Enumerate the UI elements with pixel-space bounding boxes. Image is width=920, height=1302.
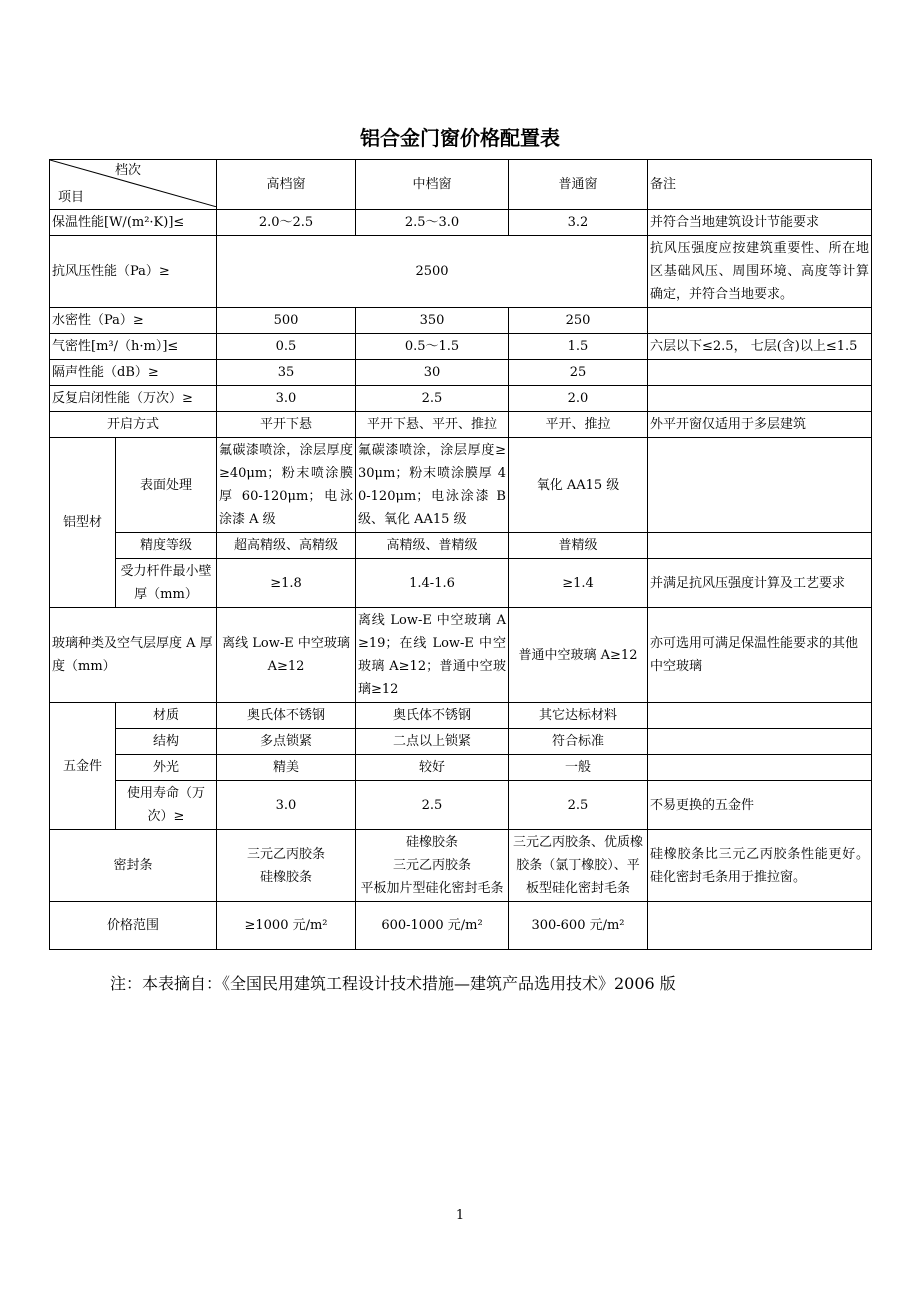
header-normal: 普通窗 — [509, 160, 648, 210]
row-label: 外光 — [116, 755, 217, 781]
cell-remark — [648, 533, 872, 559]
cell-remark: 外平开窗仅适用于多层建筑 — [648, 412, 872, 438]
cell-remark: 并满足抗风压强度计算及工艺要求 — [648, 559, 872, 608]
cell-remark — [648, 902, 872, 950]
cell-mid: 离线 Low-E 中空玻璃 A≥19；在线 Low-E 中空玻璃 A≥12；普通中空玻璃≥12 — [356, 608, 509, 703]
cell-mid: 高精级、普精级 — [356, 533, 509, 559]
table-row — [50, 210, 872, 236]
row-label: 开启方式 — [50, 412, 217, 438]
row-label: 反复启闭性能（万次）≥ — [50, 386, 217, 412]
table-row — [50, 729, 872, 755]
cell-high: 精美 — [217, 755, 356, 781]
cell-mid: 0.5～1.5 — [356, 334, 509, 360]
table-row — [50, 236, 872, 308]
cell-normal: 三元乙丙胶条、优质橡胶条（氯丁橡胶）、平板型硅化密封毛条 — [509, 830, 648, 902]
cell-remark — [648, 703, 872, 729]
cell-mid: 较好 — [356, 755, 509, 781]
cell-mid: 二点以上锁紧 — [356, 729, 509, 755]
cell-mid: 氟碳漆喷涂，涂层厚度≥30μm；粉末喷涂膜厚 40-120μm；电泳涂漆 B 级、氧化 AA15 级 — [356, 438, 509, 533]
cell-normal: 2.5 — [509, 781, 648, 830]
header-high: 高档窗 — [217, 160, 356, 210]
cell-high: 奥氏体不锈钢 — [217, 703, 356, 729]
cell-mid — [356, 830, 509, 902]
cell-high: 离线 Low-E 中空玻璃 A≥12 — [217, 608, 356, 703]
cell-high: 3.0 — [217, 781, 356, 830]
cell-mid: 600-1000 元/m² — [356, 902, 509, 950]
cell-remark — [648, 360, 872, 386]
row-label: 气密性[m³/（h·m）]≤ — [50, 334, 217, 360]
table-row — [50, 902, 872, 950]
cell-mid: 2.5 — [356, 386, 509, 412]
row-label: 结构 — [116, 729, 217, 755]
cell-high: 500 — [217, 308, 356, 334]
table-row — [50, 781, 872, 830]
row-label: 隔声性能（dB）≥ — [50, 360, 217, 386]
cell-mid: 1.4-1.6 — [356, 559, 509, 608]
cell-normal: 其它达标材料 — [509, 703, 648, 729]
cell-normal: 平开、推拉 — [509, 412, 648, 438]
table-row — [50, 830, 872, 902]
cell-remark: 六层以下≤2.5， 七层(含)以上≤1.5 — [648, 334, 872, 360]
cell-normal: 一般 — [509, 755, 648, 781]
cell-remark: 亦可选用可满足保温性能要求的其他中空玻璃 — [648, 608, 872, 703]
page-title: 铝合金门窗价格配置表 — [360, 126, 560, 150]
row-label: 受力杆件最小壁厚（mm） — [116, 559, 217, 608]
row-label: 抗风压性能（Pa）≥ — [50, 236, 217, 308]
seal-high-line-2: 硅橡胶条 — [259, 869, 312, 885]
row-label: 材质 — [116, 703, 217, 729]
cell-value: 2500 — [217, 236, 648, 308]
row-label: 玻璃种类及空气层厚度 A 厚度（mm） — [50, 608, 217, 703]
cell-high: 超高精级、高精级 — [217, 533, 356, 559]
group-label-aluminum: 铝型材 — [50, 438, 116, 608]
seal-mid-line-2: 三元乙丙胶条 — [392, 858, 471, 873]
cell-remark — [648, 729, 872, 755]
cell-high: 2.0～2.5 — [217, 210, 356, 236]
cell-remark — [648, 308, 872, 334]
header-remark: 备注 — [648, 160, 872, 210]
table-row — [50, 755, 872, 781]
row-label: 水密性（Pa）≥ — [50, 308, 217, 334]
header-grade: 档次 — [114, 163, 141, 178]
cell-normal: 1.5 — [509, 334, 648, 360]
cell-high: ≥1000 元/m² — [217, 902, 356, 950]
cell-high: ≥1.8 — [217, 559, 356, 608]
table-row — [50, 438, 872, 533]
table-row — [50, 703, 872, 729]
cell-high: 氟碳漆喷涂，涂层厚度≥40μm；粉末喷涂膜厚 60-120μm；电泳涂漆 A 级 — [217, 438, 356, 533]
cell-remark: 并符合当地建筑设计节能要求 — [648, 210, 872, 236]
row-label: 密封条 — [50, 830, 217, 902]
cell-normal: 300-600 元/m² — [509, 902, 648, 950]
cell-normal: 氧化 AA15 级 — [509, 438, 648, 533]
cell-normal: 2.0 — [509, 386, 648, 412]
cell-mid: 30 — [356, 360, 509, 386]
table-row — [50, 334, 872, 360]
cell-remark: 抗风压强度应按建筑重要性、所在地区基础风压、周围环境、高度等计算确定，并符合当地要求。 — [648, 236, 872, 308]
cell-normal: 250 — [509, 308, 648, 334]
cell-mid: 350 — [356, 308, 509, 334]
table-row — [50, 360, 872, 386]
cell-remark — [648, 386, 872, 412]
cell-normal: 符合标准 — [509, 729, 648, 755]
cell-high: 多点锁紧 — [217, 729, 356, 755]
table-row — [50, 412, 872, 438]
cell-normal: ≥1.4 — [509, 559, 648, 608]
cell-high — [217, 830, 356, 902]
cell-remark — [648, 438, 872, 533]
cell-high: 3.0 — [217, 386, 356, 412]
price-config-table — [49, 159, 872, 950]
header-row — [50, 160, 872, 210]
cell-high: 0.5 — [217, 334, 356, 360]
header-mid: 中档窗 — [356, 160, 509, 210]
seal-mid-line-1: 硅橡胶条 — [405, 835, 458, 850]
cell-normal: 25 — [509, 360, 648, 386]
seal-high-line-1: 三元乙丙胶条 — [246, 846, 325, 862]
group-label-hardware: 五金件 — [50, 703, 116, 830]
row-label: 价格范围 — [50, 902, 217, 950]
cell-normal: 普精级 — [509, 533, 648, 559]
table-row — [50, 308, 872, 334]
cell-normal: 普通中空玻璃 A≥12 — [509, 608, 648, 703]
cell-mid: 奥氏体不锈钢 — [356, 703, 509, 729]
table-row — [50, 386, 872, 412]
cell-remark: 硅橡胶条比三元乙丙胶条性能更好。硅化密封毛条用于推拉窗。 — [648, 830, 872, 902]
cell-mid: 平开下悬、平开、推拉 — [356, 412, 509, 438]
diagonal-header-cell — [50, 160, 217, 210]
table-row — [50, 559, 872, 608]
cell-remark: 不易更换的五金件 — [648, 781, 872, 830]
cell-high: 35 — [217, 360, 356, 386]
cell-high: 平开下悬 — [217, 412, 356, 438]
row-label: 使用寿命（万次）≥ — [116, 781, 217, 830]
page-number: 1 — [455, 1208, 465, 1223]
header-item: 项目 — [58, 190, 85, 205]
source-note: 注：本表摘自：《全国民用建筑工程设计技术措施—建筑产品选用技术》2006 版 — [110, 974, 676, 993]
row-label: 表面处理 — [116, 438, 217, 533]
seal-mid-line-3: 平板加片型硅化密封毛条 — [360, 881, 504, 896]
row-label: 精度等级 — [116, 533, 217, 559]
row-label: 保温性能[W/(m²·K)]≤ — [50, 210, 217, 236]
cell-mid: 2.5～3.0 — [356, 210, 509, 236]
cell-remark — [648, 755, 872, 781]
table-row — [50, 533, 872, 559]
cell-normal: 3.2 — [509, 210, 648, 236]
cell-mid: 2.5 — [356, 781, 509, 830]
table-row — [50, 608, 872, 703]
